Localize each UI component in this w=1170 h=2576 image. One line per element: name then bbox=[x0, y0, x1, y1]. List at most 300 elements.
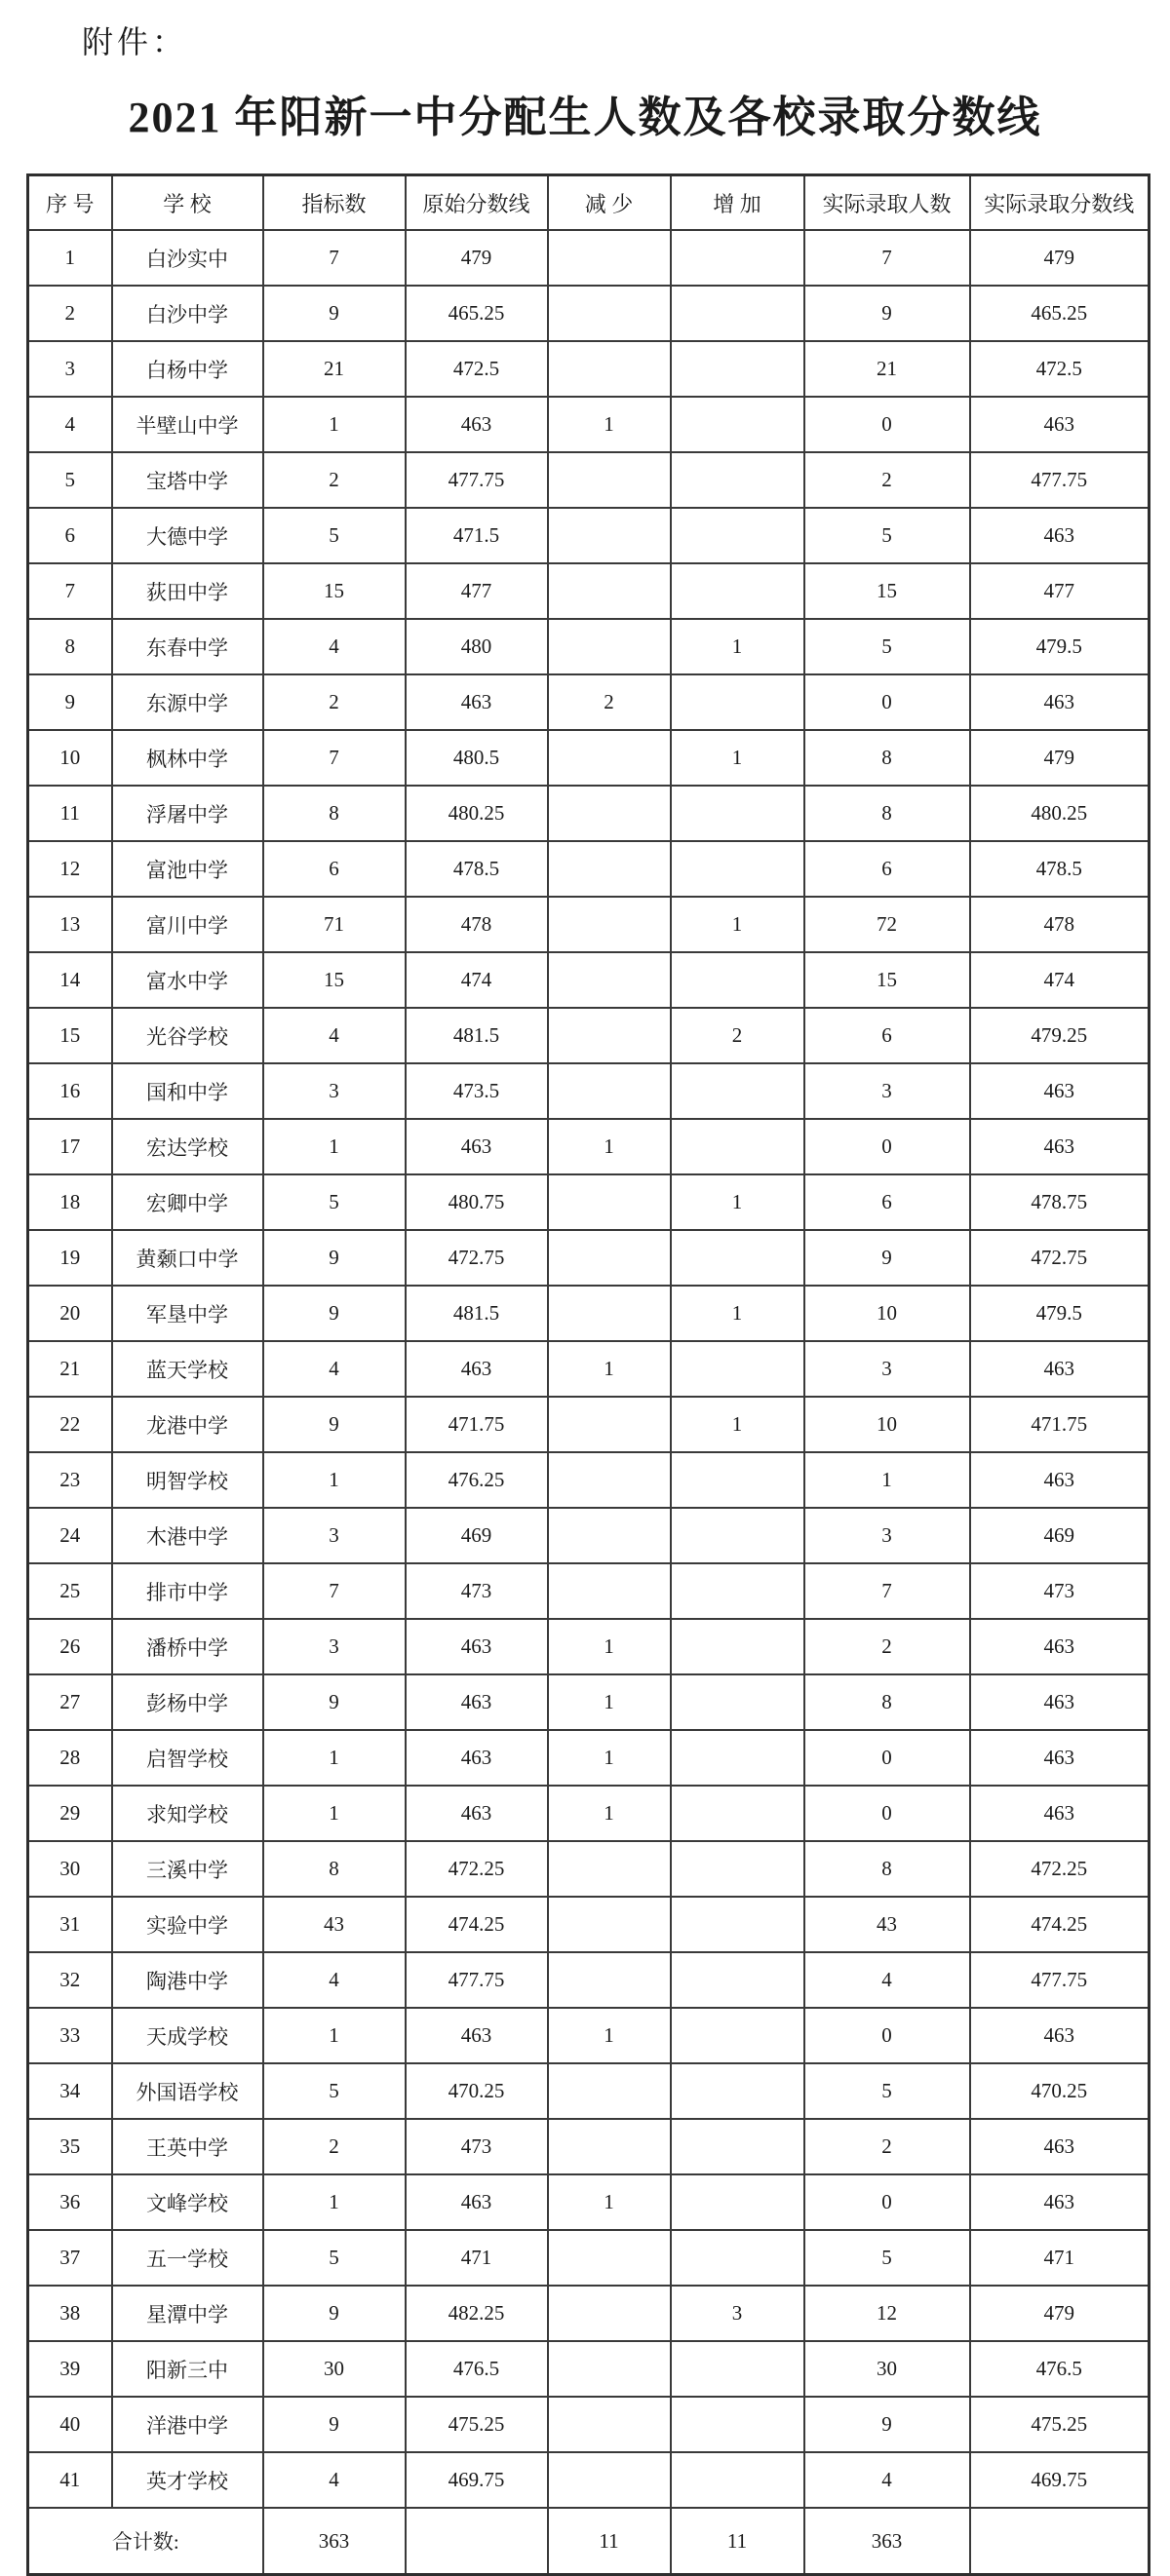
value-cell bbox=[548, 1397, 671, 1452]
value-cell: 473 bbox=[970, 1563, 1150, 1619]
value-cell: 463 bbox=[970, 674, 1150, 730]
value-cell: 3 bbox=[263, 1063, 406, 1119]
serial-cell: 35 bbox=[28, 2119, 112, 2174]
value-cell: 43 bbox=[263, 1897, 406, 1952]
table-row bbox=[28, 619, 1150, 674]
value-cell: 5 bbox=[263, 2063, 406, 2119]
serial-cell: 1 bbox=[28, 230, 112, 286]
value-cell bbox=[671, 2008, 804, 2063]
table-row bbox=[28, 2119, 1150, 2174]
value-cell bbox=[671, 397, 804, 452]
school-cell: 五一学校 bbox=[112, 2230, 263, 2286]
value-cell: 476.25 bbox=[406, 1452, 548, 1508]
value-cell: 463 bbox=[406, 2008, 548, 2063]
school-cell: 王英中学 bbox=[112, 2119, 263, 2174]
table-row bbox=[28, 2286, 1150, 2341]
school-cell: 龙港中学 bbox=[112, 1397, 263, 1452]
school-cell: 启智学校 bbox=[112, 1730, 263, 1786]
value-cell: 1 bbox=[671, 730, 804, 786]
serial-cell: 5 bbox=[28, 452, 112, 508]
value-cell: 2 bbox=[804, 452, 970, 508]
school-cell: 木港中学 bbox=[112, 1508, 263, 1563]
value-cell bbox=[671, 2119, 804, 2174]
value-cell: 0 bbox=[804, 2008, 970, 2063]
header-cell: 实际录取人数 bbox=[804, 175, 970, 231]
serial-cell: 3 bbox=[28, 341, 112, 397]
value-cell: 9 bbox=[263, 2397, 406, 2452]
value-cell: 30 bbox=[804, 2341, 970, 2397]
value-cell: 475.25 bbox=[970, 2397, 1150, 2452]
value-cell: 1 bbox=[263, 2174, 406, 2230]
school-cell: 军垦中学 bbox=[112, 1286, 263, 1341]
total-value-cell bbox=[970, 2508, 1150, 2575]
table-row bbox=[28, 1897, 1150, 1952]
value-cell: 463 bbox=[970, 1063, 1150, 1119]
school-cell: 黄颡口中学 bbox=[112, 1230, 263, 1286]
value-cell: 3 bbox=[804, 1063, 970, 1119]
value-cell: 478 bbox=[970, 897, 1150, 952]
school-cell: 枫林中学 bbox=[112, 730, 263, 786]
serial-cell: 15 bbox=[28, 1008, 112, 1063]
serial-cell: 39 bbox=[28, 2341, 112, 2397]
table-row bbox=[28, 341, 1150, 397]
value-cell: 463 bbox=[406, 1730, 548, 1786]
value-cell: 463 bbox=[970, 1619, 1150, 1674]
school-cell: 富川中学 bbox=[112, 897, 263, 952]
value-cell: 480 bbox=[406, 619, 548, 674]
value-cell: 30 bbox=[263, 2341, 406, 2397]
table-row bbox=[28, 1841, 1150, 1897]
table-row bbox=[28, 2230, 1150, 2286]
value-cell bbox=[548, 2286, 671, 2341]
value-cell: 8 bbox=[804, 1674, 970, 1730]
value-cell bbox=[548, 2230, 671, 2286]
school-cell: 荻田中学 bbox=[112, 563, 263, 619]
school-cell: 浮屠中学 bbox=[112, 786, 263, 841]
value-cell: 9 bbox=[263, 286, 406, 341]
value-cell bbox=[548, 286, 671, 341]
serial-cell: 12 bbox=[28, 841, 112, 897]
value-cell: 463 bbox=[406, 674, 548, 730]
value-cell: 1 bbox=[548, 1786, 671, 1841]
value-cell bbox=[671, 1730, 804, 1786]
value-cell: 10 bbox=[804, 1397, 970, 1452]
school-cell: 宏卿中学 bbox=[112, 1174, 263, 1230]
serial-cell: 22 bbox=[28, 1397, 112, 1452]
score-table bbox=[26, 173, 1150, 2576]
header-cell: 减 少 bbox=[548, 175, 671, 231]
value-cell: 465.25 bbox=[970, 286, 1150, 341]
value-cell bbox=[548, 1230, 671, 1286]
value-cell: 5 bbox=[804, 2230, 970, 2286]
table-row bbox=[28, 286, 1150, 341]
value-cell: 5 bbox=[263, 508, 406, 563]
value-cell: 9 bbox=[263, 1674, 406, 1730]
school-cell: 宝塔中学 bbox=[112, 452, 263, 508]
serial-cell: 32 bbox=[28, 1952, 112, 2008]
value-cell: 473.5 bbox=[406, 1063, 548, 1119]
value-cell: 1 bbox=[548, 1341, 671, 1397]
serial-cell: 4 bbox=[28, 397, 112, 452]
total-row bbox=[28, 2508, 1150, 2575]
value-cell bbox=[671, 2341, 804, 2397]
total-value-cell: 11 bbox=[671, 2508, 804, 2575]
value-cell: 463 bbox=[970, 1119, 1150, 1174]
value-cell: 15 bbox=[263, 952, 406, 1008]
header-row bbox=[28, 175, 1150, 231]
value-cell bbox=[671, 674, 804, 730]
value-cell: 1 bbox=[671, 1397, 804, 1452]
value-cell: 479 bbox=[970, 230, 1150, 286]
table-row bbox=[28, 1674, 1150, 1730]
table-row bbox=[28, 1174, 1150, 1230]
serial-cell: 28 bbox=[28, 1730, 112, 1786]
serial-cell: 41 bbox=[28, 2452, 112, 2508]
value-cell bbox=[671, 1508, 804, 1563]
serial-cell: 26 bbox=[28, 1619, 112, 1674]
table-row bbox=[28, 952, 1150, 1008]
value-cell bbox=[548, 786, 671, 841]
value-cell: 474.25 bbox=[406, 1897, 548, 1952]
value-cell: 480.25 bbox=[406, 786, 548, 841]
table-row bbox=[28, 674, 1150, 730]
value-cell bbox=[671, 1452, 804, 1508]
page-title: 2021 年阳新一中分配生人数及各校录取分数线 bbox=[128, 94, 1042, 141]
serial-cell: 29 bbox=[28, 1786, 112, 1841]
value-cell: 463 bbox=[970, 397, 1150, 452]
table-row bbox=[28, 786, 1150, 841]
value-cell: 4 bbox=[263, 1341, 406, 1397]
school-cell: 天成学校 bbox=[112, 2008, 263, 2063]
school-cell: 英才学校 bbox=[112, 2452, 263, 2508]
value-cell bbox=[548, 1452, 671, 1508]
value-cell: 1 bbox=[671, 1174, 804, 1230]
value-cell: 6 bbox=[804, 841, 970, 897]
school-cell: 白沙实中 bbox=[112, 230, 263, 286]
value-cell bbox=[548, 1897, 671, 1952]
value-cell: 21 bbox=[804, 341, 970, 397]
header-cell: 原始分数线 bbox=[406, 175, 548, 231]
value-cell: 479.25 bbox=[970, 1008, 1150, 1063]
value-cell bbox=[671, 841, 804, 897]
value-cell bbox=[671, 2230, 804, 2286]
value-cell bbox=[548, 1841, 671, 1897]
table-row bbox=[28, 2063, 1150, 2119]
value-cell: 1 bbox=[804, 1452, 970, 1508]
value-cell bbox=[548, 1952, 671, 2008]
value-cell: 463 bbox=[406, 1674, 548, 1730]
value-cell: 9 bbox=[263, 1397, 406, 1452]
serial-cell: 25 bbox=[28, 1563, 112, 1619]
serial-cell: 30 bbox=[28, 1841, 112, 1897]
value-cell: 477 bbox=[406, 563, 548, 619]
value-cell: 478 bbox=[406, 897, 548, 952]
school-cell: 洋港中学 bbox=[112, 2397, 263, 2452]
value-cell bbox=[671, 1063, 804, 1119]
value-cell: 1 bbox=[263, 1119, 406, 1174]
school-cell: 阳新三中 bbox=[112, 2341, 263, 2397]
value-cell bbox=[671, 508, 804, 563]
serial-cell: 17 bbox=[28, 1119, 112, 1174]
value-cell: 475.25 bbox=[406, 2397, 548, 2452]
table-body bbox=[28, 230, 1150, 2575]
table-row bbox=[28, 397, 1150, 452]
value-cell: 0 bbox=[804, 1786, 970, 1841]
value-cell bbox=[548, 2397, 671, 2452]
value-cell: 1 bbox=[548, 397, 671, 452]
value-cell: 469 bbox=[970, 1508, 1150, 1563]
value-cell: 478.75 bbox=[970, 1174, 1150, 1230]
value-cell: 2 bbox=[263, 452, 406, 508]
value-cell: 15 bbox=[263, 563, 406, 619]
value-cell: 479.5 bbox=[970, 619, 1150, 674]
value-cell: 477.75 bbox=[970, 452, 1150, 508]
value-cell: 472.5 bbox=[406, 341, 548, 397]
serial-cell: 16 bbox=[28, 1063, 112, 1119]
serial-cell: 14 bbox=[28, 952, 112, 1008]
value-cell: 15 bbox=[804, 563, 970, 619]
value-cell: 9 bbox=[263, 1230, 406, 1286]
school-cell: 宏达学校 bbox=[112, 1119, 263, 1174]
value-cell: 9 bbox=[263, 2286, 406, 2341]
value-cell bbox=[671, 2397, 804, 2452]
table-row bbox=[28, 1397, 1150, 1452]
value-cell: 1 bbox=[671, 1286, 804, 1341]
table-row bbox=[28, 897, 1150, 952]
table-row bbox=[28, 1063, 1150, 1119]
value-cell: 10 bbox=[804, 1286, 970, 1341]
value-cell: 1 bbox=[548, 1730, 671, 1786]
value-cell: 5 bbox=[263, 1174, 406, 1230]
value-cell: 463 bbox=[970, 1730, 1150, 1786]
school-cell: 求知学校 bbox=[112, 1786, 263, 1841]
value-cell: 4 bbox=[263, 2452, 406, 2508]
serial-cell: 27 bbox=[28, 1674, 112, 1730]
total-value-cell: 363 bbox=[804, 2508, 970, 2575]
value-cell: 476.5 bbox=[970, 2341, 1150, 2397]
value-cell: 463 bbox=[406, 2174, 548, 2230]
value-cell: 3 bbox=[804, 1508, 970, 1563]
value-cell: 463 bbox=[406, 1119, 548, 1174]
value-cell: 469.75 bbox=[406, 2452, 548, 2508]
value-cell bbox=[548, 1063, 671, 1119]
table-row bbox=[28, 2174, 1150, 2230]
header-cell: 增 加 bbox=[671, 175, 804, 231]
school-cell: 富池中学 bbox=[112, 841, 263, 897]
school-cell: 实验中学 bbox=[112, 1897, 263, 1952]
serial-cell: 38 bbox=[28, 2286, 112, 2341]
value-cell: 463 bbox=[970, 1341, 1150, 1397]
school-cell: 白杨中学 bbox=[112, 341, 263, 397]
value-cell: 0 bbox=[804, 2174, 970, 2230]
value-cell: 478.5 bbox=[970, 841, 1150, 897]
value-cell bbox=[548, 1174, 671, 1230]
table-row bbox=[28, 2341, 1150, 2397]
total-value-cell: 363 bbox=[263, 2508, 406, 2575]
serial-cell: 10 bbox=[28, 730, 112, 786]
school-cell: 排市中学 bbox=[112, 1563, 263, 1619]
table-row bbox=[28, 1452, 1150, 1508]
school-cell: 白沙中学 bbox=[112, 286, 263, 341]
value-cell: 4 bbox=[263, 619, 406, 674]
value-cell bbox=[671, 1952, 804, 2008]
value-cell: 470.25 bbox=[406, 2063, 548, 2119]
serial-cell: 19 bbox=[28, 1230, 112, 1286]
value-cell: 1 bbox=[548, 2008, 671, 2063]
value-cell: 471 bbox=[406, 2230, 548, 2286]
value-cell: 472.75 bbox=[406, 1230, 548, 1286]
value-cell: 6 bbox=[804, 1174, 970, 1230]
value-cell bbox=[548, 2452, 671, 2508]
value-cell bbox=[548, 1508, 671, 1563]
value-cell: 480.25 bbox=[970, 786, 1150, 841]
value-cell bbox=[548, 2063, 671, 2119]
value-cell: 476.5 bbox=[406, 2341, 548, 2397]
serial-cell: 21 bbox=[28, 1341, 112, 1397]
value-cell: 5 bbox=[804, 508, 970, 563]
value-cell: 8 bbox=[804, 730, 970, 786]
value-cell: 12 bbox=[804, 2286, 970, 2341]
value-cell: 1 bbox=[263, 1452, 406, 1508]
value-cell bbox=[548, 2341, 671, 2397]
value-cell: 477.75 bbox=[970, 1952, 1150, 2008]
value-cell: 2 bbox=[671, 1008, 804, 1063]
value-cell: 9 bbox=[804, 286, 970, 341]
value-cell: 477.75 bbox=[406, 1952, 548, 2008]
serial-cell: 7 bbox=[28, 563, 112, 619]
school-cell: 半壁山中学 bbox=[112, 397, 263, 452]
total-value-cell bbox=[406, 2508, 548, 2575]
value-cell bbox=[671, 2452, 804, 2508]
value-cell: 9 bbox=[804, 2397, 970, 2452]
serial-cell: 8 bbox=[28, 619, 112, 674]
value-cell: 1 bbox=[548, 2174, 671, 2230]
value-cell: 8 bbox=[804, 786, 970, 841]
value-cell: 472.75 bbox=[970, 1230, 1150, 1286]
value-cell: 463 bbox=[406, 397, 548, 452]
serial-cell: 37 bbox=[28, 2230, 112, 2286]
value-cell: 463 bbox=[970, 508, 1150, 563]
school-cell: 蓝天学校 bbox=[112, 1341, 263, 1397]
value-cell: 7 bbox=[263, 230, 406, 286]
value-cell: 3 bbox=[804, 1341, 970, 1397]
value-cell: 1 bbox=[263, 397, 406, 452]
table-row bbox=[28, 1563, 1150, 1619]
table-row bbox=[28, 1619, 1150, 1674]
value-cell bbox=[671, 1841, 804, 1897]
value-cell: 2 bbox=[263, 2119, 406, 2174]
value-cell: 474.25 bbox=[970, 1897, 1150, 1952]
table-row bbox=[28, 1286, 1150, 1341]
value-cell: 480.5 bbox=[406, 730, 548, 786]
value-cell bbox=[548, 230, 671, 286]
value-cell: 469 bbox=[406, 1508, 548, 1563]
value-cell: 7 bbox=[804, 230, 970, 286]
table-row bbox=[28, 1786, 1150, 1841]
value-cell bbox=[548, 952, 671, 1008]
value-cell: 463 bbox=[406, 1619, 548, 1674]
value-cell: 474 bbox=[970, 952, 1150, 1008]
value-cell: 7 bbox=[263, 730, 406, 786]
value-cell: 463 bbox=[406, 1341, 548, 1397]
school-cell: 东源中学 bbox=[112, 674, 263, 730]
value-cell: 463 bbox=[970, 2174, 1150, 2230]
school-cell: 陶港中学 bbox=[112, 1952, 263, 2008]
value-cell: 6 bbox=[804, 1008, 970, 1063]
value-cell bbox=[671, 1786, 804, 1841]
value-cell: 471 bbox=[970, 2230, 1150, 2286]
school-cell: 三溪中学 bbox=[112, 1841, 263, 1897]
value-cell bbox=[548, 563, 671, 619]
value-cell: 2 bbox=[548, 674, 671, 730]
serial-cell: 34 bbox=[28, 2063, 112, 2119]
school-cell: 文峰学校 bbox=[112, 2174, 263, 2230]
value-cell: 477 bbox=[970, 563, 1150, 619]
value-cell bbox=[548, 1286, 671, 1341]
header-cell: 指标数 bbox=[263, 175, 406, 231]
table-row bbox=[28, 230, 1150, 286]
header-cell: 序 号 bbox=[28, 175, 112, 231]
table-row bbox=[28, 1008, 1150, 1063]
serial-cell: 11 bbox=[28, 786, 112, 841]
value-cell: 9 bbox=[263, 1286, 406, 1341]
value-cell bbox=[671, 1897, 804, 1952]
value-cell: 8 bbox=[263, 1841, 406, 1897]
value-cell bbox=[671, 1619, 804, 1674]
value-cell bbox=[548, 2119, 671, 2174]
value-cell bbox=[548, 619, 671, 674]
value-cell: 1 bbox=[671, 619, 804, 674]
value-cell: 1 bbox=[671, 897, 804, 952]
value-cell bbox=[671, 341, 804, 397]
header-cell: 学 校 bbox=[112, 175, 263, 231]
serial-cell: 20 bbox=[28, 1286, 112, 1341]
value-cell: 21 bbox=[263, 341, 406, 397]
school-cell: 外国语学校 bbox=[112, 2063, 263, 2119]
value-cell bbox=[548, 341, 671, 397]
value-cell: 0 bbox=[804, 674, 970, 730]
value-cell: 71 bbox=[263, 897, 406, 952]
table-row bbox=[28, 1730, 1150, 1786]
table-row bbox=[28, 1230, 1150, 1286]
value-cell: 463 bbox=[970, 1786, 1150, 1841]
value-cell: 0 bbox=[804, 397, 970, 452]
value-cell bbox=[671, 286, 804, 341]
value-cell: 471.75 bbox=[970, 1397, 1150, 1452]
school-cell: 东春中学 bbox=[112, 619, 263, 674]
value-cell: 479.5 bbox=[970, 1286, 1150, 1341]
value-cell: 471.5 bbox=[406, 508, 548, 563]
value-cell: 473 bbox=[406, 2119, 548, 2174]
value-cell: 4 bbox=[263, 1952, 406, 2008]
value-cell: 463 bbox=[970, 2008, 1150, 2063]
value-cell bbox=[671, 2174, 804, 2230]
value-cell bbox=[671, 563, 804, 619]
value-cell: 481.5 bbox=[406, 1008, 548, 1063]
value-cell: 7 bbox=[804, 1563, 970, 1619]
value-cell bbox=[671, 952, 804, 1008]
value-cell: 482.25 bbox=[406, 2286, 548, 2341]
value-cell: 472.25 bbox=[970, 1841, 1150, 1897]
school-cell: 富水中学 bbox=[112, 952, 263, 1008]
school-cell: 大德中学 bbox=[112, 508, 263, 563]
value-cell: 5 bbox=[263, 2230, 406, 2286]
table-row bbox=[28, 1952, 1150, 2008]
value-cell bbox=[671, 1119, 804, 1174]
table-row bbox=[28, 2452, 1150, 2508]
value-cell bbox=[671, 786, 804, 841]
value-cell bbox=[548, 730, 671, 786]
